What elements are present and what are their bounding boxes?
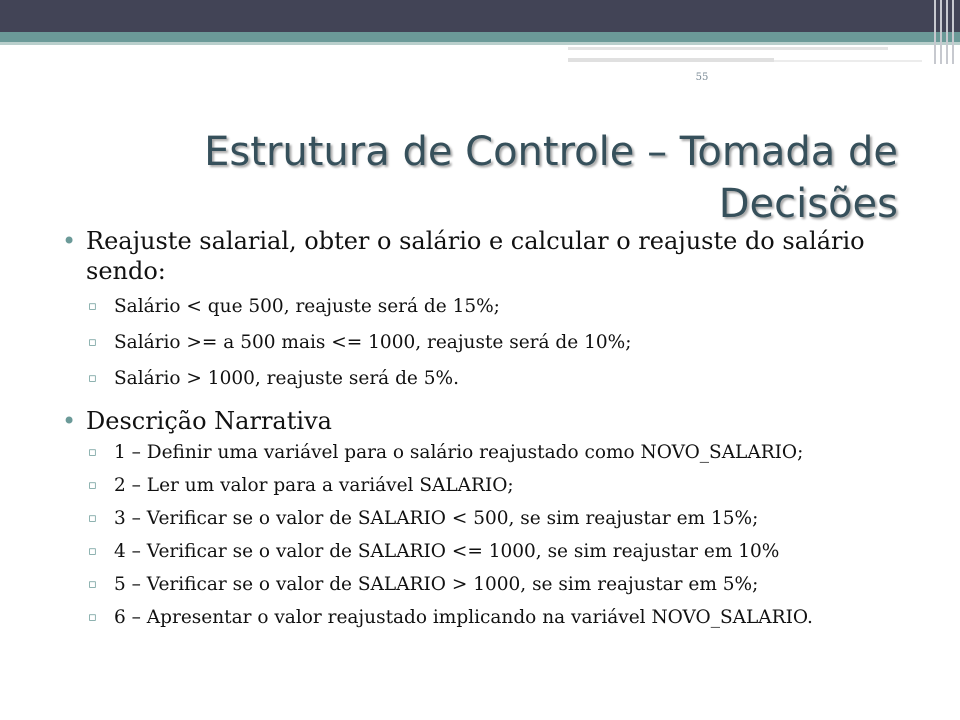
decorative-rule: [774, 60, 922, 62]
sub-bullet-item: [62, 366, 882, 392]
header-light-stripe: [0, 42, 960, 45]
sub-bullet-text: 2 – Ler um valor para a variável SALARIO;: [114, 475, 514, 496]
header-band: [0, 0, 960, 32]
square-bullet-icon: ▫: [88, 544, 97, 559]
square-bullet-icon: ▫: [88, 610, 97, 625]
sub-bullet-item: [62, 473, 882, 499]
sub-bullet-text: 5 – Verificar se o valor de SALARIO > 1000, se sim reajustar em 5%;: [114, 574, 759, 595]
sub-bullet-text: 1 – Definir uma variável para o salário reajustado como NOVO_SALARIO;: [114, 442, 804, 463]
sub-bullet-item: [62, 539, 882, 565]
square-bullet-icon: ▫: [88, 335, 97, 350]
square-bullet-icon: ▫: [88, 577, 97, 592]
header-accent-stripe: [0, 32, 960, 42]
decorative-rule: [568, 58, 774, 62]
sub-bullet-text: 3 – Verificar se o valor de SALARIO < 500, se sim reajustar em 15%;: [114, 508, 759, 529]
page-number: 55: [695, 72, 709, 83]
bullet-group-reajuste: [62, 226, 882, 392]
square-bullet-icon: ▫: [88, 371, 97, 386]
slide-body: [62, 226, 882, 638]
decorative-rule: [568, 47, 888, 50]
sub-bullet-item: [62, 605, 882, 631]
sub-bullet-item: [62, 572, 882, 598]
square-bullet-icon: ▫: [88, 299, 97, 314]
bullet-item: [62, 406, 882, 436]
bullet-dot-icon: •: [62, 227, 77, 255]
bullet-text: Reajuste salarial, obter o salário e calcular o reajuste do salário sendo:: [86, 227, 865, 285]
sub-bullet-list: [62, 440, 882, 631]
sub-bullet-text: Salário < que 500, reajuste será de 15%;: [114, 296, 500, 317]
square-bullet-icon: ▫: [88, 478, 97, 493]
bullet-group-descricao: [62, 406, 882, 631]
slide-title: Estrutura de Controle – Tomada de Decisões: [204, 129, 898, 227]
sub-bullet-list: [62, 294, 882, 392]
bullet-text: Descrição Narrativa: [86, 407, 332, 435]
sub-bullet-text: Salário > 1000, reajuste será de 5%.: [114, 368, 459, 389]
sub-bullet-item: [62, 506, 882, 532]
sub-bullet-item: [62, 330, 882, 356]
square-bullet-icon: ▫: [88, 511, 97, 526]
square-bullet-icon: ▫: [88, 445, 97, 460]
sub-bullet-item: [62, 440, 882, 466]
bullet-dot-icon: •: [62, 407, 77, 435]
sub-bullet-text: 4 – Verificar se o valor de SALARIO <= 1000, se sim reajustar em 10%: [114, 541, 780, 562]
header-vertical-lines: [930, 0, 960, 64]
sub-bullet-item: [62, 294, 882, 320]
bullet-item: [62, 226, 882, 286]
sub-bullet-text: Salário >= a 500 mais <= 1000, reajuste será de 10%;: [114, 332, 632, 353]
sub-bullet-text: 6 – Apresentar o valor reajustado implicando na variável NOVO_SALARIO.: [114, 607, 813, 628]
